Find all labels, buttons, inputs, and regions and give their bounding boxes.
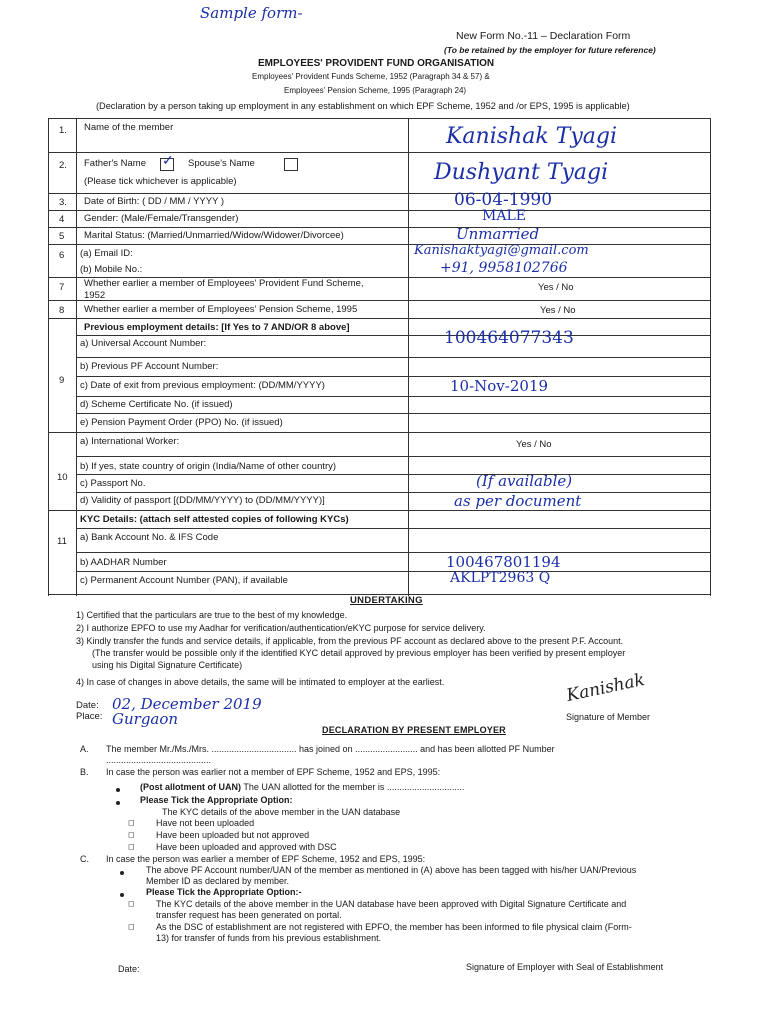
email-label: (a) Email ID:	[80, 248, 133, 259]
option-text: Have been uploaded but not approved	[156, 830, 310, 840]
mobile-value[interactable]: +91, 9958102766	[440, 260, 568, 276]
epf-member-label: Whether earlier a member of Employees' Provident Fund Scheme,	[84, 278, 364, 289]
org-name: EMPLOYEES' PROVIDENT FUND ORGANISATION	[258, 58, 495, 69]
bullet	[116, 797, 120, 807]
uan-allotment-line	[140, 782, 464, 792]
marital-status-value[interactable]: Unmarried	[456, 225, 540, 243]
option-text: Have not been uploaded	[156, 818, 255, 828]
exit-date-label: c) Date of exit from previous employment: (DD/MM/YYYY)	[80, 380, 325, 391]
mobile-label: (b) Mobile No.:	[80, 264, 143, 275]
passport-value[interactable]: (If available)	[476, 472, 573, 490]
epf-member-label-year: 1952	[84, 290, 106, 301]
option-text: Have been uploaded and approved with DSC	[156, 842, 337, 852]
employer-date-label: Date:	[118, 964, 140, 974]
gender-label: Gender: (Male/Female/Transgender)	[84, 213, 239, 224]
employer-signature-label: Signature of Employer with Seal of Establishment	[466, 962, 664, 972]
row-number: 9	[59, 375, 65, 386]
kyc-heading: KYC Details: (attach self attested copies of following KYCs)	[80, 514, 349, 525]
aadhar-label: b) AADHAR Number	[80, 557, 167, 568]
retain-note: (To be retained by the employer for future reference)	[444, 45, 656, 55]
spouse-name-checkbox[interactable]	[284, 158, 298, 171]
section-a-text: The member Mr./Ms./Mrs. .................................. has joined on ......................... and has been allotted PF Number	[106, 744, 555, 754]
date-label: Date:	[76, 700, 99, 711]
uan-allotment-bold: (Post allotment of UAN)	[140, 782, 241, 792]
scheme-cert-label: d) Scheme Certificate No. (if issued)	[80, 399, 233, 410]
bullet	[120, 889, 124, 899]
option-text-cont: transfer request has been generated on portal.	[156, 910, 342, 920]
row-number: 8	[59, 305, 65, 316]
bullet	[120, 867, 124, 877]
tagged-line-cont: Member ID as declared by member.	[146, 876, 290, 886]
passport-validity-label: d) Validity of passport [(DD/MM/YYYY) to (DD/MM/YYYY)]	[80, 495, 325, 506]
section-a-dots: ..........................................	[106, 755, 212, 765]
intl-worker-yes-no[interactable]: Yes / No	[516, 439, 552, 450]
row-number: 10	[57, 472, 68, 483]
intl-worker-label: a) International Worker:	[80, 436, 180, 447]
bank-account-label: a) Bank Account No. & IFS Code	[80, 532, 219, 543]
declaration-line: (Declaration by a person taking up employment in any establishment on which EPF Scheme, 1952 and /or EPS, 1995 is applicable)	[96, 101, 630, 111]
country-origin-label: b) If yes, state country of origin (India/Name of other country)	[80, 461, 337, 472]
check-icon: ✓	[162, 153, 174, 169]
place-label: Place:	[76, 711, 103, 722]
passport-validity-value[interactable]: as per document	[454, 492, 582, 510]
row-number: 7	[59, 282, 65, 293]
place-value[interactable]: Gurgaon	[112, 710, 179, 728]
row-number: 2.	[59, 160, 67, 171]
pan-label: c) Permanent Account Number (PAN), if available	[80, 575, 288, 586]
prev-employment-heading: Previous employment details: [If Yes to 7 AND/OR 8 above]	[84, 322, 350, 333]
option-text-cont: 13) for transfer of funds from his previous establishment.	[156, 933, 382, 943]
kyc-details-line: The KYC details of the above member in the UAN database	[162, 807, 401, 817]
dob-label: Date of Birth: ( DD / MM / YYYY )	[84, 196, 225, 207]
date-value[interactable]: 02, December 2019	[112, 695, 262, 713]
scheme-line-1: Employees' Provident Funds Scheme, 1952 (Paragraph 34 & 57) &	[252, 72, 490, 81]
uan-value[interactable]: 100464077343	[444, 328, 574, 348]
uan-allotment-text: The UAN allotted for the member is ...............................	[241, 782, 465, 792]
option-text: The KYC details of the above member in the UAN database have been approved with Digital Signature Certificate and	[156, 899, 627, 909]
signature-label: Signature of Member	[566, 712, 651, 722]
undertaking-item: 4) In case of changes in above details, the same will be intimated to employer at the earliest.	[76, 677, 445, 687]
row-number: 4	[59, 214, 65, 225]
section-letter: B.	[80, 767, 89, 777]
option-checkbox[interactable]: ◻	[128, 818, 135, 827]
option-text: As the DSC of establishment are not registered with EPFO, the member has been informed to file physical claim (Form-	[156, 922, 632, 932]
member-name-value[interactable]: Kanishak Tyagi	[446, 124, 617, 149]
tagged-line: The above PF Account number/UAN of the member as mentioned in (A) above has been tagged with his/her UAN/Previous	[146, 865, 637, 875]
undertaking-item: 3) Kindly transfer the funds and service details, if applicable, from the previous PF account as declared above to the present P.F. Account.	[76, 636, 624, 646]
father-name-value[interactable]: Dushyant Tyagi	[434, 160, 609, 185]
tick-option-heading: Please Tick the Appropriate Option:	[140, 795, 293, 805]
epf-yes-no[interactable]: Yes / No	[538, 282, 574, 293]
tick-note: (Please tick whichever is applicable)	[84, 176, 237, 187]
section-c-text: In case the person was earlier a member of EPF Scheme, 1952 and EPS, 1995:	[106, 854, 426, 864]
tick-option-heading: Please Tick the Appropriate Option:-	[146, 887, 302, 897]
undertaking-item-cont: (The transfer would be possible only if the identified KYC detail approved by previous employer has been verified by present employer	[92, 648, 626, 658]
spouse-name-label: Spouse's Name	[188, 158, 255, 169]
row-number: 5	[59, 231, 65, 242]
option-checkbox[interactable]: ◻	[128, 899, 135, 908]
aadhar-value[interactable]: 100467801194	[446, 553, 561, 571]
name-label: Name of the member	[84, 122, 174, 133]
section-letter: C.	[80, 854, 89, 864]
form-title: New Form No.-11 – Declaration Form	[456, 30, 631, 42]
dob-value[interactable]: 06-04-1990	[454, 190, 553, 210]
eps-yes-no[interactable]: Yes / No	[540, 305, 576, 316]
eps-member-label: Whether earlier a member of Employees' Pension Scheme, 1995	[84, 304, 358, 315]
undertaking-title: UNDERTAKING	[350, 595, 423, 606]
bullet	[116, 784, 120, 794]
row-number: 1.	[59, 125, 67, 136]
option-checkbox[interactable]: ◻	[128, 922, 135, 931]
undertaking-item: 2) I authorize EPFO to use my Aadhar for verification/authentication/eKYC purpose for service delivery.	[76, 623, 486, 633]
undertaking-item-cont: using his Digital Signature Certificate)	[92, 660, 243, 670]
row-number: 3.	[59, 197, 67, 208]
section-letter: A.	[80, 744, 89, 754]
gender-value[interactable]: MALE	[482, 208, 526, 224]
ppo-label: e) Pension Payment Order (PPO) No. (if issued)	[80, 417, 283, 428]
pan-value[interactable]: AKLPT2963 Q	[450, 570, 551, 586]
option-checkbox[interactable]: ◻	[128, 830, 135, 839]
row-number: 6	[59, 250, 65, 261]
exit-date-value[interactable]: 10-Nov-2019	[450, 377, 549, 395]
marital-status-label: Marital Status: (Married/Unmarried/Widow/Widower/Divorcee)	[84, 230, 344, 241]
section-b-text: In case the person was earlier not a member of EPF Scheme, 1952 and EPS, 1995:	[106, 767, 441, 777]
member-signature: Kanishak	[564, 669, 647, 707]
email-value[interactable]: Kanishaktyagi@gmail.com	[414, 243, 589, 258]
row-number: 11	[57, 536, 67, 547]
sample-form-annotation: Sample form-	[200, 4, 303, 22]
undertaking-item: 1) Certified that the particulars are true to the best of my knowledge.	[76, 610, 348, 620]
uan-label: a) Universal Account Number:	[80, 338, 207, 349]
scheme-line-2: Employees' Pension Scheme, 1995 (Paragraph 24)	[284, 86, 467, 95]
prev-pf-label: b) Previous PF Account Number:	[80, 361, 219, 372]
fathers-name-checkbox[interactable]	[160, 153, 174, 171]
employer-declaration-title: DECLARATION BY PRESENT EMPLOYER	[322, 725, 506, 735]
fathers-name-label: Father's Name	[84, 158, 147, 169]
option-checkbox[interactable]: ◻	[128, 842, 135, 851]
passport-label: c) Passport No.	[80, 478, 146, 489]
